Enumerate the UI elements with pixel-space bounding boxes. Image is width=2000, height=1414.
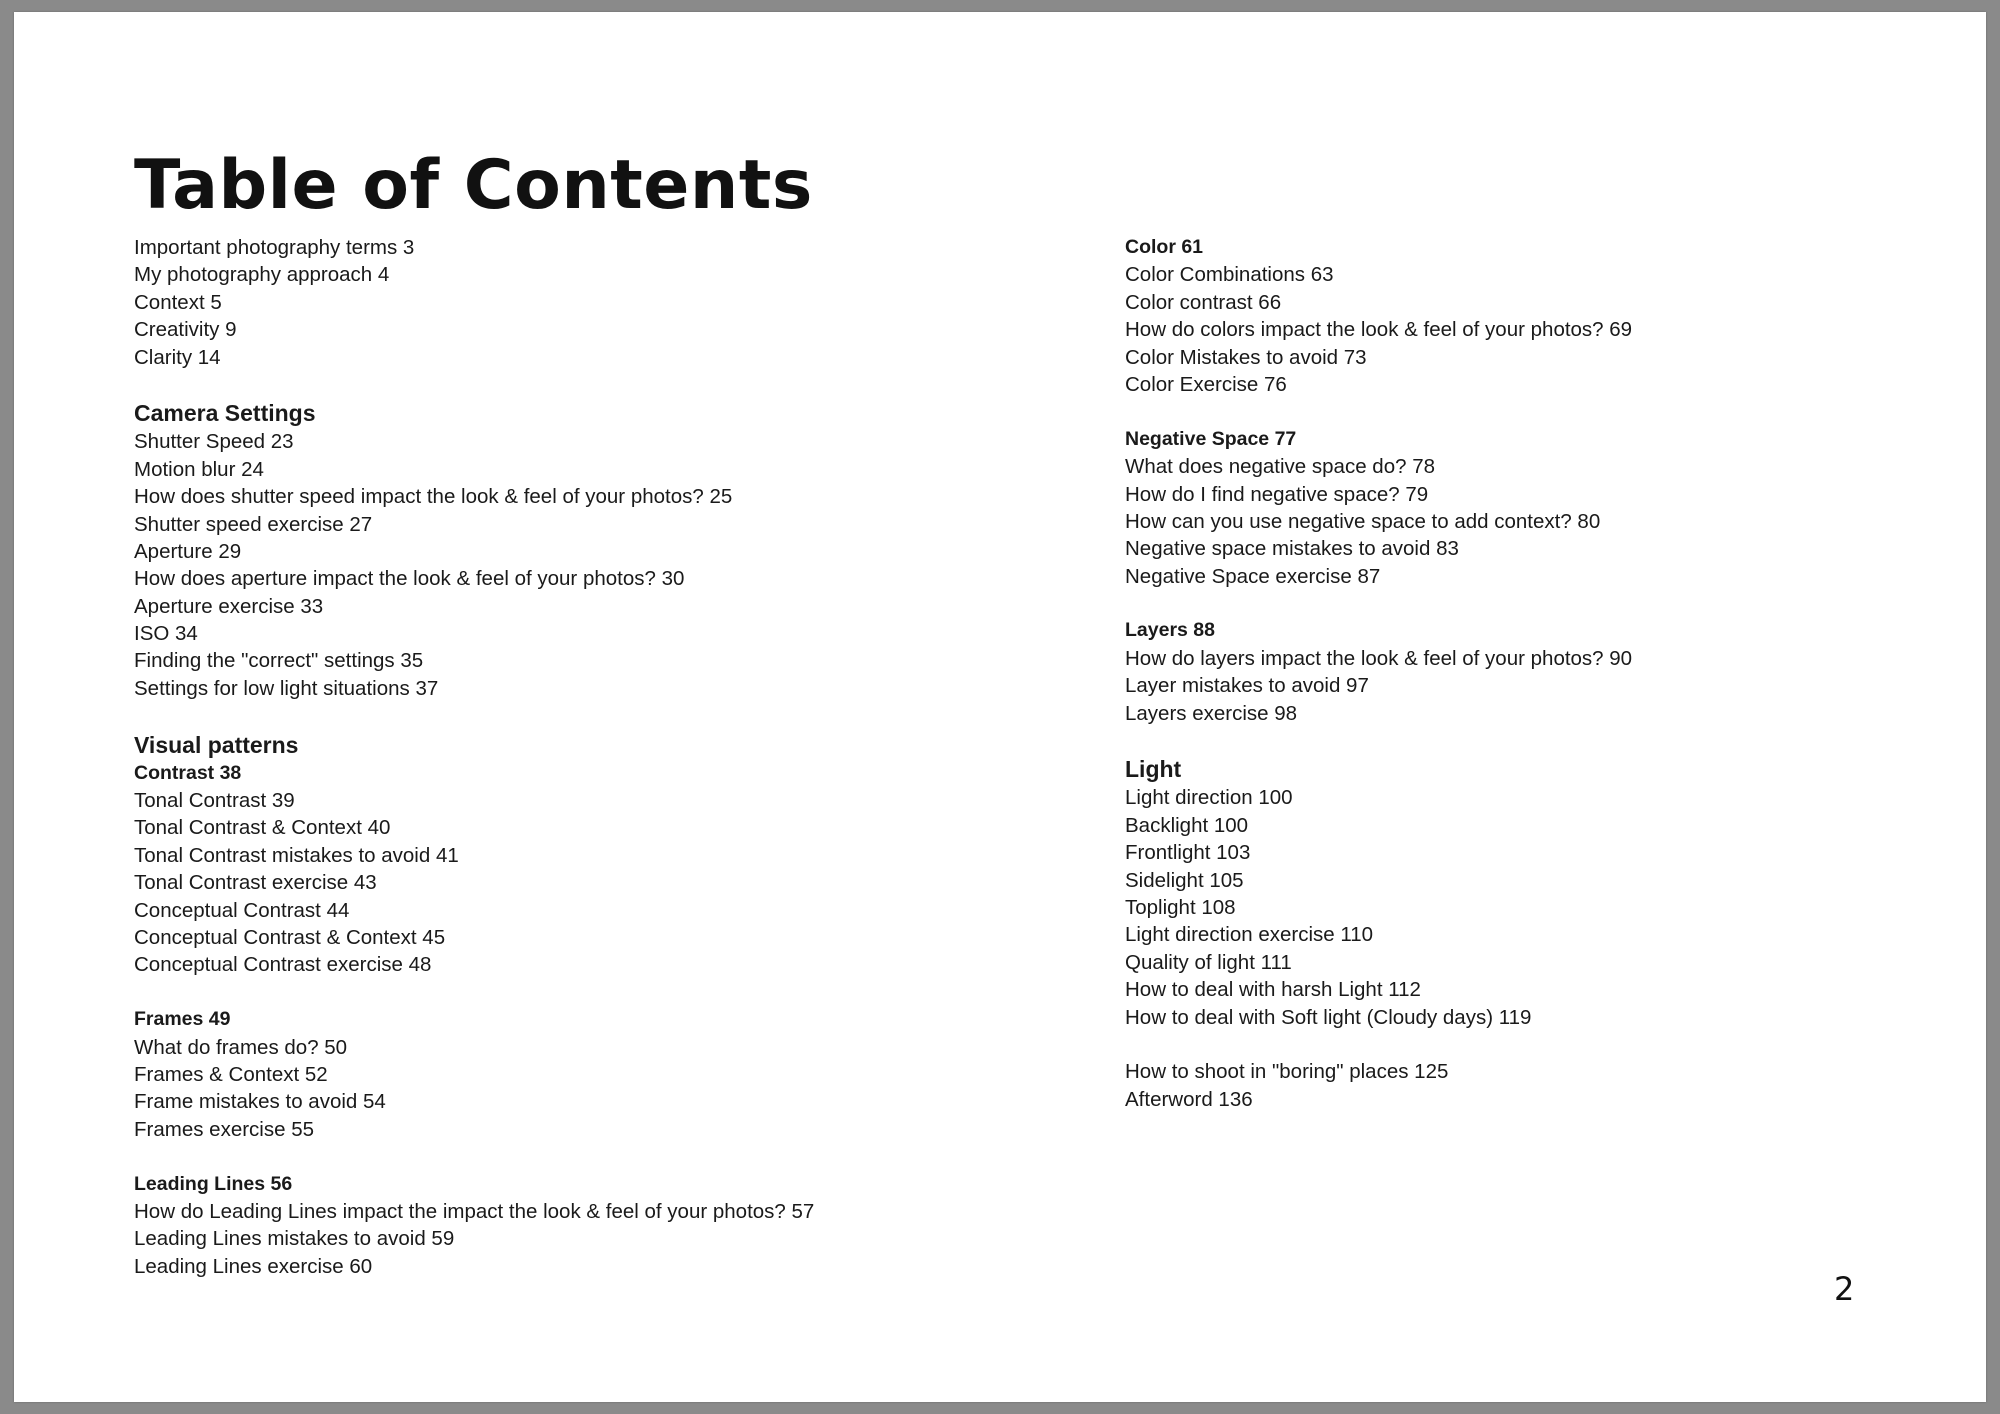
toc-entry[interactable]: Backlight 100 [1125,813,1249,837]
toc-entry[interactable]: Clarity 14 [134,345,221,369]
toc-entry[interactable]: Aperture exercise 33 [134,594,324,618]
section-heading-visual-patterns: Visual patterns [134,731,299,758]
toc-entry[interactable]: Color Mistakes to avoid 73 [1125,345,1367,369]
toc-entry[interactable]: Shutter Speed 23 [134,430,294,454]
toc-entry[interactable]: Tonal Contrast exercise 43 [134,871,377,895]
spacer [134,702,1034,729]
toc-entry[interactable]: Layer mistakes to avoid 97 [1125,674,1369,698]
subsection-title-contrast[interactable]: Contrast 38 [134,761,242,784]
toc-entry[interactable]: Conceptual Contrast & Context 45 [134,925,446,949]
toc-entry[interactable]: Tonal Contrast mistakes to avoid 41 [134,843,459,867]
toc-entry[interactable]: Frames & Context 52 [134,1062,328,1086]
page-number: 2 [1834,1270,1855,1308]
toc-entry[interactable]: Creativity 9 [134,318,237,342]
toc-entry[interactable]: My photography approach 4 [134,263,390,287]
page-title: Table of Contents [134,146,813,225]
toc-entry[interactable]: Settings for low light situations 37 [134,676,439,700]
toc-entry[interactable]: Quality of light 111 [1125,950,1292,974]
toc-entry[interactable]: How does shutter speed impact the look & feel of your photos? 25 [134,485,733,509]
spacer [134,1143,1034,1170]
toc-entry[interactable]: Color contrast 66 [1125,290,1282,314]
subsection-title-negative-space[interactable]: Negative Space 77 [1125,427,1297,450]
subsection-title-frames[interactable]: Frames 49 [134,1008,231,1031]
toc-entry[interactable]: Frame mistakes to avoid 54 [134,1090,386,1114]
toc-entry[interactable]: Afterword 136 [1125,1087,1253,1111]
toc-entry[interactable]: How do colors impact the look & feel of your photos? 69 [1125,318,1633,342]
spacer [1125,398,1945,425]
toc-left-column [134,234,1034,1280]
toc-entry[interactable]: Shutter speed exercise 27 [134,512,373,536]
document-page [14,12,1986,1402]
toc-entry[interactable]: What does negative space do? 78 [1125,455,1435,479]
toc-entry[interactable]: Toplight 108 [1125,895,1236,919]
toc-entry[interactable]: Frames exercise 55 [134,1117,315,1141]
section-heading-camera-settings: Camera Settings [134,400,316,427]
spacer [1125,590,1945,617]
toc-entry[interactable]: Color Exercise 76 [1125,372,1287,396]
toc-entry[interactable]: How do Leading Lines impact the impact the look & feel of your photos? 57 [134,1199,815,1223]
toc-entry[interactable]: Negative Space exercise 87 [1125,564,1381,588]
toc-entry[interactable]: Aperture 29 [134,539,242,563]
toc-entry[interactable]: Conceptual Contrast 44 [134,898,350,922]
toc-entry[interactable]: How to deal with harsh Light 112 [1125,978,1421,1002]
toc-entry[interactable]: Frontlight 103 [1125,841,1251,865]
toc-entry[interactable]: How to deal with Soft light (Cloudy days) 119 [1125,1005,1532,1029]
toc-entry[interactable]: Tonal Contrast 39 [134,789,295,813]
toc-entry[interactable]: How to shoot in "boring" places 125 [1125,1060,1449,1084]
toc-entry[interactable]: How do layers impact the look & feel of your photos? 90 [1125,646,1633,670]
toc-right-column [1125,234,1945,1113]
toc-entry[interactable]: Motion blur 24 [134,457,264,481]
toc-entry[interactable]: How does aperture impact the look & feel of your photos? 30 [134,567,685,591]
subsection-title-layers[interactable]: Layers 88 [1125,619,1215,642]
spacer [1125,1031,1945,1058]
toc-entry[interactable]: Light direction exercise 110 [1125,923,1374,947]
toc-entry[interactable]: Layers exercise 98 [1125,701,1298,725]
section-heading-light: Light [1125,756,1182,783]
toc-entry[interactable]: Light direction 100 [1125,786,1293,810]
toc-entry[interactable]: What do frames do? 50 [134,1035,348,1059]
toc-entry[interactable]: Tonal Contrast & Context 40 [134,816,391,840]
toc-entry[interactable]: How can you use negative space to add context? 80 [1125,509,1601,533]
toc-entry[interactable]: Negative space mistakes to avoid 83 [1125,537,1459,561]
toc-entry[interactable]: Important photography terms 3 [134,236,415,259]
toc-entry[interactable]: How do I find negative space? 79 [1125,482,1429,506]
subsection-title-leading-lines[interactable]: Leading Lines 56 [134,1172,293,1195]
toc-entry[interactable]: Conceptual Contrast exercise 48 [134,953,432,977]
spacer [134,979,1034,1006]
toc-entry[interactable]: Finding the "correct" settings 35 [134,649,424,673]
toc-entry[interactable]: ISO 34 [134,622,198,646]
toc-entry[interactable]: Color Combinations 63 [1125,263,1334,287]
subsection-title-color[interactable]: Color 61 [1125,236,1204,258]
spacer [1125,727,1945,754]
toc-entry[interactable]: Leading Lines exercise 60 [134,1254,373,1278]
spacer [134,371,1034,398]
toc-entry[interactable]: Sidelight 105 [1125,868,1244,892]
toc-entry[interactable]: Context 5 [134,290,222,314]
toc-entry[interactable]: Leading Lines mistakes to avoid 59 [134,1227,455,1251]
